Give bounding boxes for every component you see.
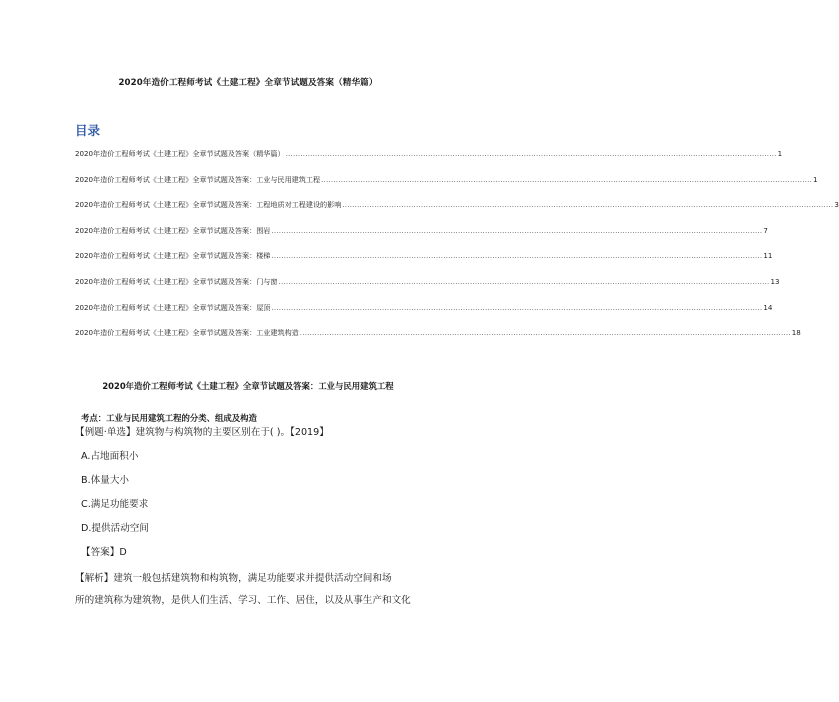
toc-entry[interactable] [75, 302, 773, 329]
table-of-contents [75, 149, 839, 354]
analysis-line: 所的建筑称为建筑物，是供人们生活、学习、工作、居住，以及从事生产和文化 [75, 595, 411, 607]
answer: 【答案】D [81, 547, 127, 558]
toc-leader-dots: ........................................................................................................................................................................................................ [285, 149, 777, 158]
toc-leader-dots: ........................................................................................................................................................................................................ [271, 225, 763, 235]
toc-entry[interactable] [75, 174, 818, 201]
toc-page-number: 7 [763, 225, 768, 235]
toc-entry-text: 2020年造价工程师考试《土建工程》全章节试题及答案：工程地质对工程建设的影响 [75, 200, 342, 210]
toc-entry-text: 2020年造价工程师考试《土建工程》全章节试题及答案：屋顶 [75, 302, 271, 312]
option-c: C.满足功能要求 [81, 499, 149, 510]
toc-entry-text: 2020年造价工程师考试《土建工程》全章节试题及答案：工业建筑构造 [75, 328, 299, 338]
toc-entry-text: 2020年造价工程师考试《土建工程》全章节试题及答案：楼梯 [75, 251, 271, 261]
toc-page-number: 3 [834, 200, 839, 210]
toc-leader-dots: ........................................................................................................................................................................................................ [278, 276, 770, 286]
toc-entry[interactable] [75, 251, 773, 277]
toc-page-number: 1 [813, 174, 818, 184]
toc-leader-dots: ........................................................................................................................................................................................................ [342, 200, 834, 210]
toc-leader-dots: ........................................................................................................................................................................................................ [321, 174, 813, 184]
toc-entry-text: 2020年造价工程师考试《土建工程》全章节试题及答案：工业与民用建筑工程 [75, 174, 321, 184]
document-title: 2020年造价工程师考试《土建工程》全章节试题及答案（精华篇） [118, 78, 378, 88]
toc-leader-dots: ........................................................................................................................................................................................................ [271, 302, 763, 312]
toc-page-number: 11 [763, 251, 773, 261]
toc-page-number: 14 [763, 302, 773, 312]
toc-entry-text: 2020年造价工程师考试《土建工程》全章节试题及答案（精华篇） [75, 149, 285, 158]
analysis-line: 【解析】建筑一般包括建筑物和构筑物，满足功能要求并提供活动空间和场 [75, 573, 392, 584]
section-body [75, 412, 425, 613]
toc-entry[interactable] [75, 225, 768, 252]
toc-entry[interactable] [75, 149, 783, 175]
option-b: B.体量大小 [81, 475, 130, 486]
toc-leader-dots: ........................................................................................................................................................................................................ [299, 328, 791, 338]
question-text: 【例题·单选】建筑物与构筑物的主要区别在于( )。【2019】 [75, 427, 329, 438]
toc-page-number: 13 [770, 276, 780, 286]
toc-page-number: 1 [777, 149, 783, 158]
toc-entry[interactable] [75, 200, 839, 226]
toc-entry-text: 2020年造价工程师考试《土建工程》全章节试题及答案：围岩 [75, 225, 271, 235]
toc-entry[interactable] [75, 276, 780, 303]
toc-entry[interactable] [75, 328, 801, 354]
toc-entry-text: 2020年造价工程师考试《土建工程》全章节试题及答案：门与窗 [75, 276, 278, 286]
exam-point: 考点：工业与民用建筑工程的分类、组成及构造 [81, 413, 257, 423]
toc-page-number: 18 [791, 328, 801, 338]
option-a: A.占地面积小 [81, 451, 139, 462]
toc-heading: 目录 [75, 123, 101, 138]
toc-leader-dots: ........................................................................................................................................................................................................ [271, 251, 763, 261]
section-title: 2020年造价工程师考试《土建工程》全章节试题及答案：工业与民用建筑工程 [102, 381, 394, 391]
option-d: D.提供活动空间 [81, 523, 149, 534]
